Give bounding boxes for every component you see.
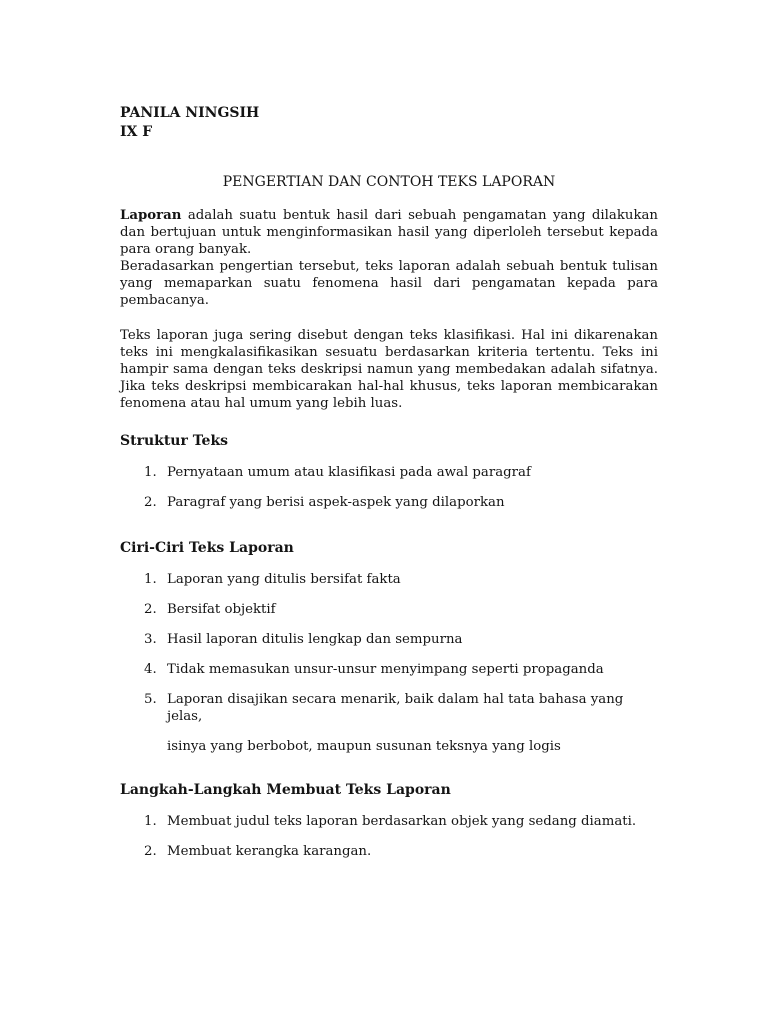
list-item bbox=[120, 571, 658, 588]
list-item bbox=[120, 843, 658, 860]
list-item-text: Hasil laporan ditulis lengkap dan sempurna bbox=[167, 632, 463, 647]
list-item bbox=[120, 494, 658, 511]
list-item-text: Tidak memasukan unsur-unsur menyimpang seperti propaganda bbox=[167, 662, 604, 677]
paragraph-2: Beradasarkan pengertian tersebut, teks laporan adalah sebuah bentuk tulisan yang memaparkan suatu fenomena hasil dari pengamatan kepada para pembacanya. bbox=[120, 259, 658, 308]
list-item-number: 1. bbox=[144, 572, 157, 587]
list-item-number: 3. bbox=[144, 632, 157, 647]
list-item-number: 4. bbox=[144, 662, 157, 677]
list-item-number: 5. bbox=[144, 692, 157, 707]
section-title-ciri: Ciri-Ciri Teks Laporan bbox=[120, 540, 294, 556]
list-item-number: 1. bbox=[144, 814, 157, 829]
list-item-number: 2. bbox=[144, 844, 157, 859]
document-title: PENGERTIAN DAN CONTOH TEKS LAPORAN bbox=[222, 174, 556, 190]
list-item-continuation: isinya yang berbobot, maupun susunan teksnya yang logis bbox=[167, 739, 561, 754]
list-item-text: Membuat kerangka karangan. bbox=[167, 844, 372, 859]
list-item-text: Paragraf yang berisi aspek-aspek yang dilaporkan bbox=[167, 495, 505, 510]
list-item-number: 1. bbox=[144, 465, 157, 480]
list-item-number: 2. bbox=[144, 495, 157, 510]
list-item-text: Membuat judul teks laporan berdasarkan objek yang sedang diamati. bbox=[167, 814, 637, 829]
list-item bbox=[120, 813, 658, 830]
list-item-text: Bersifat objektif bbox=[167, 602, 276, 617]
list-item-text: Laporan disajikan secara menarik, baik dalam hal tata bahasa yang jelas, bbox=[167, 692, 624, 724]
ciri-list bbox=[120, 571, 658, 725]
list-item-text: Laporan yang ditulis bersifat fakta bbox=[167, 572, 401, 587]
list-item bbox=[120, 661, 658, 678]
intro-paragraph bbox=[120, 207, 658, 258]
list-item bbox=[120, 601, 658, 618]
section-title-struktur: Struktur Teks bbox=[120, 433, 229, 449]
struktur-list bbox=[120, 464, 658, 511]
langkah-list bbox=[120, 813, 658, 860]
section-title-langkah: Langkah-Langkah Membuat Teks Laporan bbox=[120, 782, 451, 798]
list-item bbox=[120, 464, 658, 481]
paragraph-3: Teks laporan juga sering disebut dengan teks klasifikasi. Hal ini dikarenakan teks ini mengkalasifikasikan sesuatu berdasarkan kriteria tertentu. Teks ini hampir sama dengan teks deskripsi namun yang membedakan adalah sifatnya. Jika teks deskripsi membicarakan hal-hal khusus, teks laporan membicarakan fenomena atau hal umum yang lebih luas. bbox=[120, 328, 658, 411]
intro-definition: adalah suatu bentuk hasil dari sebuah pengamatan yang dilakukan dan bertujuan untuk menginformasikan hasil yang diperloleh tersebut kepada para orang banyak. bbox=[120, 208, 658, 257]
list-item bbox=[120, 691, 658, 725]
list-item-text: Pernyataan umum atau klasifikasi pada awal paragraf bbox=[167, 465, 531, 480]
intro-term: Laporan bbox=[120, 208, 182, 223]
student-name: PANILA NINGSIH bbox=[120, 105, 260, 121]
student-class: IX F bbox=[120, 124, 153, 140]
document-content bbox=[120, 104, 658, 860]
list-item-number: 2. bbox=[144, 602, 157, 617]
list-item bbox=[120, 631, 658, 648]
